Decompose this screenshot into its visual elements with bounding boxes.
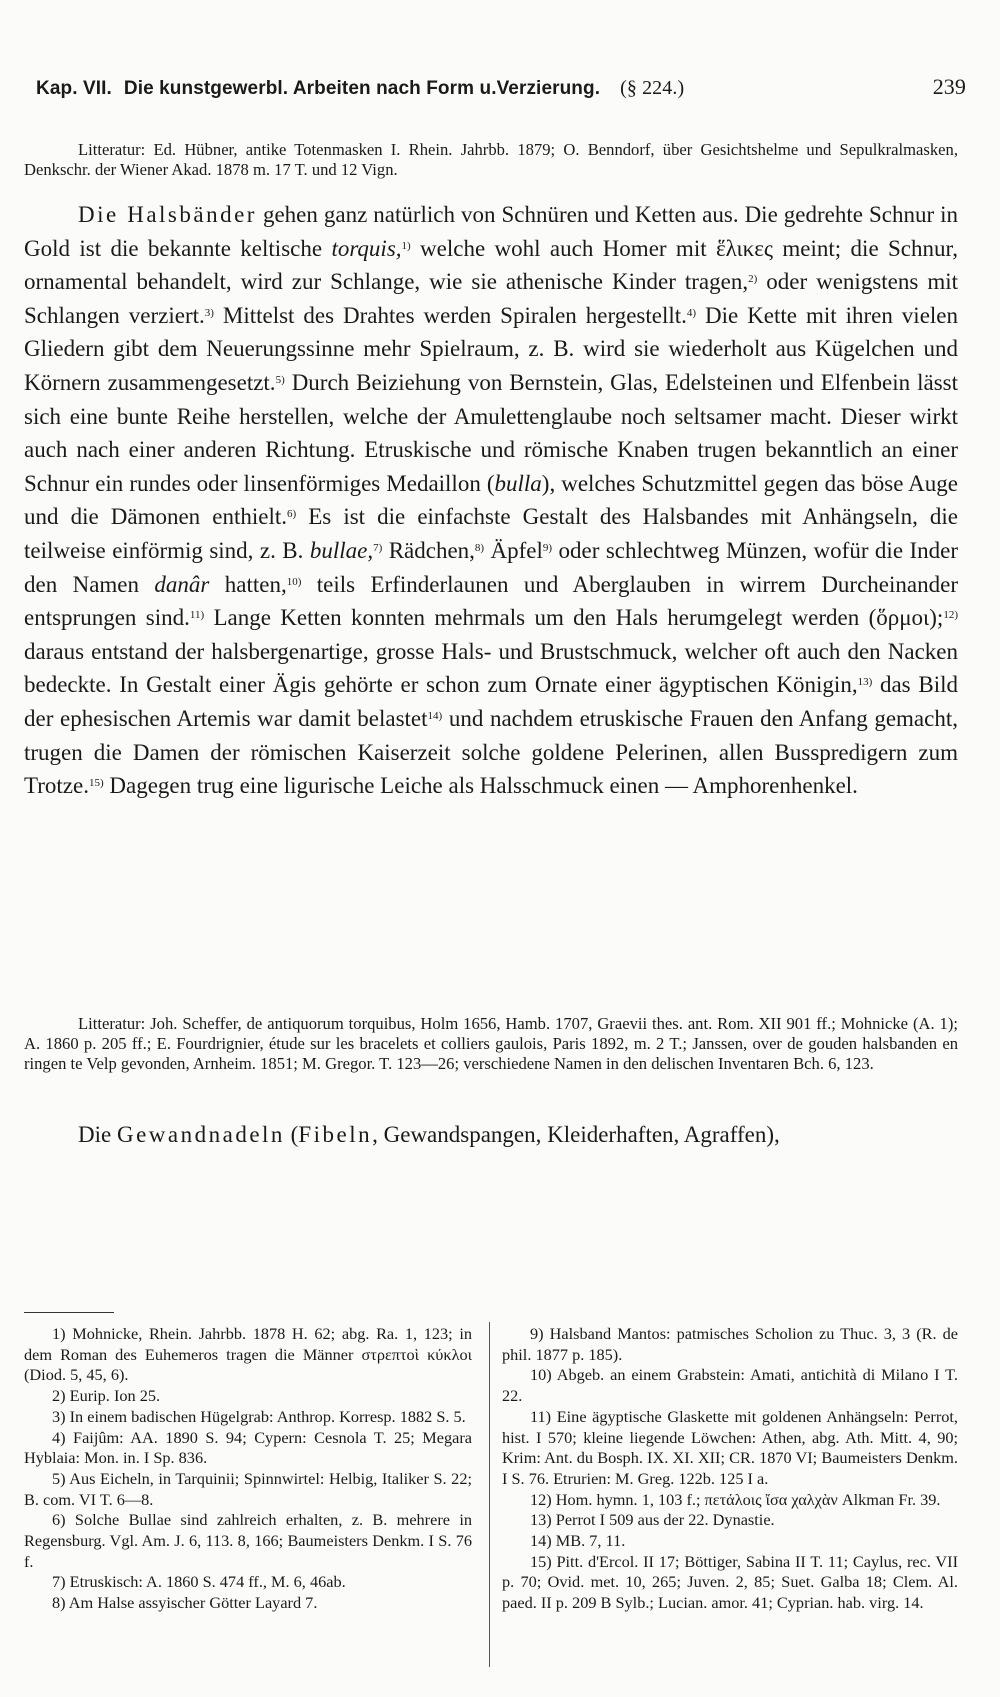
greek-helikes: ἕλικες [715,235,774,261]
text-run: meint; die Schnur, ornamental behandelt, wird zur Schlange, wie sie athenische Kinder tragen, [24,235,959,295]
term-bullae: bullae, [309,537,374,563]
footnote-4: 4) Faijûm: AA. 1890 S. 94; Cypern: Cesnola T. 25; Megara Hyblaia: Mon. in. I Sp. 836. [24,1427,472,1468]
footnote-ref-1[interactable]: 1) [401,239,411,252]
text-run: und nachdem etruskische Frauen den Anfang gemacht, trugen die Damen der römischen Kaiserzeit solche goldene Pelerinen, allen Busspredigern zum Trotze. [24,705,958,799]
footnote-ref-13[interactable]: 13) [857,676,873,689]
footnote-6: 6) Solche Bullae sind zahlreich erhalten, z. B. mehrere in Regensburg. Vgl. Am. J. 6, 113. 8, 166; Baumeisters Denkm. I S. 76 f. [24,1510,472,1571]
footnote-15: 15) Pitt. d'Ercol. II 17; Böttiger, Sabina II T. 11; Caylus, rec. VII p. 70; Ovid. met. 10, 265; Juven. 2, 85; Suet. Galba 18; Clem. Al. paed. II p. 209 B Sylb.; Lucian. amor. 41; Cyprian. hab. virg. 14. [502,1551,958,1613]
text-run: oder schlechtweg Münzen, wofür die Inder den Namen [24,537,958,597]
footnote-3: 3) In einem badischen Hügelgrab: Anthrop. Korresp. 1882 S. 5. [52,1406,466,1426]
footnote-14: 14) MB. 7, 11. [530,1531,626,1551]
main-paragraph-halsbaender [24,198,958,803]
greek-hormoi: ὅρμοι [876,605,930,631]
running-head [36,74,966,100]
footnote-1: 1) Mohnicke, Rhein. Jahrbb. 1878 H. 62; abg. Ra. 1, 123; in dem Roman des Euhemeros tragen die Männer στρεπτοὶ κύκλοι (Diod. 5, 45, 6). [24,1324,472,1385]
footnote-ref-7[interactable]: 7) [373,541,383,554]
text-run: gehen ganz natürlich von Schnüren und Ketten aus. Die gedrehte Schnur in Gold ist die bekannte keltische [24,202,958,261]
footnote-9: 9) Halsband Mantos: patmisches Scholion zu Thuc. 3, 3 (R. de phil. 1877 p. 185). [502,1324,958,1364]
footnote-8: 8) Am Halse assyischer Götter Layard 7. [52,1593,318,1613]
text-run: hatten, [209,571,287,597]
footnote-13: 13) Perrot I 509 aus der 22. Dynastie. [530,1510,775,1530]
footnote-ref-6[interactable]: 6) [287,508,297,521]
paragraph-gewandnadeln [24,1118,958,1152]
footnote-ref-5[interactable]: 5) [275,373,285,386]
text-run: Mittelst des Drahtes werden Spiralen hergestellt. [213,302,687,328]
chapter-label: Kap. VII. [36,78,112,99]
footnote-ref-10[interactable]: 10) [286,575,302,588]
footnote-ref-3[interactable]: 3) [204,306,214,319]
footnote-ref-12[interactable]: 12) [943,609,958,622]
footnote-ref-9[interactable]: 9) [542,541,553,554]
footnote-ref-2[interactable]: 2) [748,273,758,286]
chapter-title: Die kunstgewerbl. Arbeiten nach Form u.Verzierung. [123,78,601,99]
text-run: oder wenigstens mit Schlangen verziert. [24,269,958,328]
text-run: teils Erfinderlaunen und Aberglauben in wirrem Durcheinander entsprungen sind. [24,571,958,631]
footnote-7: 7) Etruskisch: A. 1860 S. 474 ff., M. 6, 46ab. [52,1572,346,1592]
term-danar: danâr [154,571,210,597]
footnote-11: 11) Eine ägyptische Glaskette mit goldenen Anhängseln: Perrot, hist. I 570; kleine liegende Löwchen: Athen, abg. Ath. Mitt. 4, 90; Krim: Ant. du Bosph. IX. XI. XII; CR. 1870 VI; Baumeisters Denkm. I S. 76. Etrurien: M. Greg. 122b. 125 I a. [502,1406,958,1488]
literature-note-torques: Litteratur: Joh. Scheffer, de antiquorum torquibus, Holm 1656, Hamb. 1707, Graevii thes. ant. Rom. XII 901 ff.; Mohnicke (A. 1); A. 1860 p. 205 ff.; E. Fourdrignier, étude sur les bracelets et colliers gaulois, Paris 1892, m. 2 T.; Janssen, over de gouden halsbanden en ringen te Velp gevonden, Arnheim. 1851; M. Gregor. T. 123—26; verschiedene Namen in den delischen Inventaren Bch. 6, 123. [24,1014,958,1073]
text-run: Es ist die einfachste Gestalt des Halsbandes mit Anhängseln, die teilweise einförmig sind, z. B. [24,504,958,563]
footnotes-right-column [502,1324,958,1614]
text-run: Rädchen, [382,537,475,563]
term-halsbaender: Die Halsbänder [78,202,257,227]
column-divider [489,1322,490,1667]
text-run: Lange Ketten konnten mehrmals um den Hals herumgelegt werden ( [204,605,877,631]
text-run: ( [284,1122,299,1147]
footnote-ref-11[interactable]: 11) [189,609,205,622]
text-run: Dagegen trug eine ligurische Leiche als Halsschmuck einen — Amphorenhenkel. [103,773,858,799]
text-run: , Gewandspangen, Kleiderhaften, Agraffen), [372,1122,780,1147]
footnote-separator [24,1312,114,1313]
text-run: Die [78,1122,117,1147]
term-fibeln: Fibeln [298,1122,373,1147]
text-run: welche wohl auch Homer mit [410,235,716,261]
term-gewandnadeln: Gewandnadeln [116,1122,285,1147]
text-run: ), welches Schutzmittel gegen das böse Auge und die Dämonen enthielt. [24,470,958,530]
text-run: Äpfel [484,537,543,563]
footnote-ref-8[interactable]: 8) [474,541,485,554]
term-bulla: bulla [494,470,542,496]
footnote-ref-15[interactable]: 15) [88,777,104,790]
footnote-ref-14[interactable]: 14) [427,709,443,722]
footnote-12: 12) Hom. hymn. 1, 103 f.; πετάλοις ἴσα χαλχὰν Alkman Fr. 39. [530,1489,941,1509]
section-mark: (§ 224.) [620,77,685,99]
page-number: 239 [932,74,966,99]
term-torquis: torquis, [331,235,402,261]
footnote-2: 2) Eurip. Ion 25. [52,1386,161,1406]
text-run: das Bild der ephesischen Artemis war damit belastet [24,672,958,731]
footnote-5: 5) Aus Eicheln, in Tarquinii; Spinnwirtel: Helbig, Italiker S. 22; B. com. VI T. 6—8. [24,1468,472,1509]
footnote-10: 10) Abgeb. an einem Grabstein: Amati, antichità di Milano I T. 22. [502,1365,958,1406]
text-run: Durch Beiziehung von Bernstein, Glas, Edelsteinen und Elfenbein lässt sich eine bunte Reihe herstellen, welche der Amulettenglaube noch seltsamer macht. Dieser wirkt auch nach einer anderen Richtung. Etruskische und römische Knaben trugen bekanntlich an einer Schnur ein rundes oder linsenförmiges Medaillon ( [24,369,958,496]
literature-note-masks: Litteratur: Ed. Hübner, antike Totenmasken I. Rhein. Jahrbb. 1879; O. Benndorf, über Gesichtshelme und Sepulkralmasken, Denkschr. der Wiener Akad. 1878 m. 17 T. und 12 Vign. [24,140,958,179]
footnotes-left-column [24,1324,472,1614]
text-run: ); [929,605,944,631]
text-run: Die Kette mit ihren vielen Gliedern gibt dem Neuerungssinne mehr Spielraum, z. B. wird sie wiederholt aus Kügelchen und Körnern zusammengesetzt. [24,302,958,395]
footnote-ref-4[interactable]: 4) [686,306,697,319]
text-run: daraus entstand der halsbergenartige, grosse Hals- und Brustschmuck, welcher oft auch den Nacken bedeckte. In Gestalt einer Ägis gehörte er schon zum Ornate einer ägyptischen Königin, [24,638,958,698]
